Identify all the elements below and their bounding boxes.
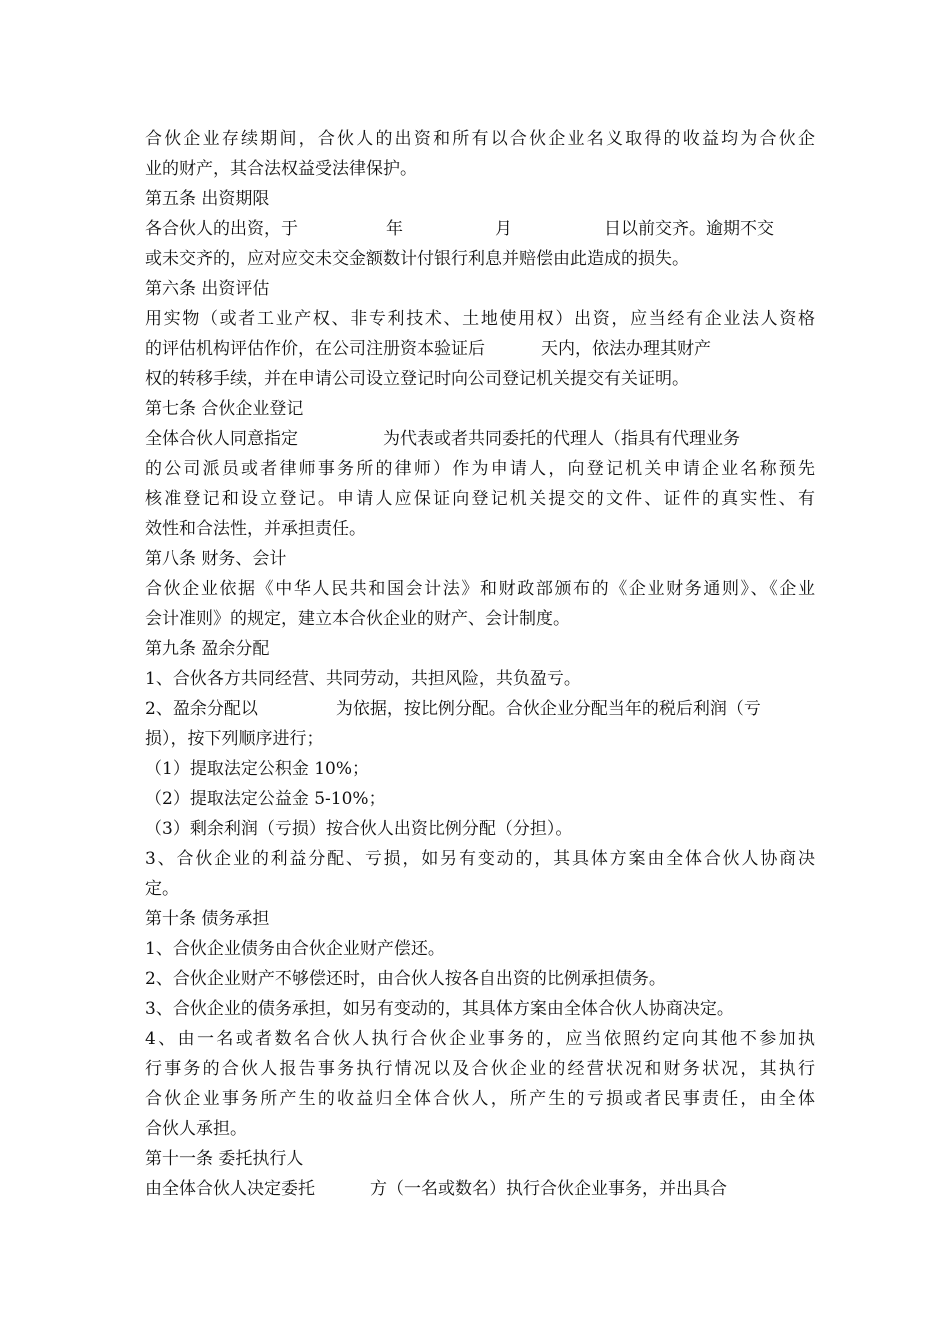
paragraph-line: 的公司派员或者律师事务所的律师）作为申请人，向登记机关申请企业名称预先 [145, 459, 815, 479]
paragraph-line: 会计准则》的规定，建立本合伙企业的财产、会计制度。 [145, 609, 570, 629]
text-segment: 的评估机构评估作价，在公司注册资本验证后 [145, 339, 485, 359]
text-segment: 月 [495, 219, 512, 239]
text-segment: 日以前交齐。逾期不交 [604, 219, 774, 239]
list-item: 1、合伙企业债务由合伙企业财产偿还。 [145, 939, 445, 959]
document-body [145, 124, 815, 1204]
paragraph-line: 用实物（或者工业产权、非专利技术、土地使用权）出资，应当经有企业法人资格 [145, 309, 815, 329]
list-item [145, 694, 815, 724]
paragraph-line [145, 1174, 815, 1204]
article-5-title: 第五条 出资期限 [145, 189, 270, 209]
paragraph-line: 合伙企业依据《中华人民共和国会计法》和财政部颁布的《企业财务通则》、《企业 [145, 579, 815, 599]
text-segment: 年 [386, 219, 403, 239]
list-item-continuation: 损），按下列顺序进行； [145, 729, 324, 749]
list-item: 1、合伙各方共同经营、共同劳动，共担风险，共负盈亏。 [145, 669, 581, 689]
paragraph-line: 权的转移手续，并在申请公司设立登记时向公司登记机关提交有关证明。 [145, 369, 689, 389]
list-item: 2、合伙企业财产不够偿还时，由合伙人按各自出资的比例承担债务。 [145, 969, 666, 989]
article-8-title: 第八条 财务、会计 [145, 549, 287, 569]
article-9-title: 第九条 盈余分配 [145, 639, 270, 659]
list-item-continuation: 定。 [145, 879, 179, 899]
list-item-continuation: 合伙人承担。 [145, 1119, 247, 1139]
list-item: 3、合伙企业的利益分配、亏损，如另有变动的，其具体方案由全体合伙人协商决 [145, 849, 815, 869]
text-segment: 全体合伙人同意指定 [145, 429, 298, 449]
paragraph-line [145, 214, 815, 244]
text-segment: 为代表或者共同委托的代理人（指具有代理业务 [383, 429, 740, 449]
paragraph-line: 合伙企业存续期间，合伙人的出资和所有以合伙企业名义取得的收益均为合伙企 [145, 129, 815, 149]
article-10-title: 第十条 债务承担 [145, 909, 270, 929]
text-segment: 天内，依法办理其财产 [541, 339, 711, 359]
text-segment: 由全体合伙人决定委托 [145, 1179, 315, 1199]
list-item: 3、合伙企业的债务承担，如另有变动的，其具体方案由全体合伙人协商决定。 [145, 999, 734, 1019]
sub-list-item: （2）提取法定公益金 5-10%； [145, 789, 386, 809]
sub-list-item: （3）剩余利润（亏损）按合伙人出资比例分配（分担）。 [145, 819, 573, 839]
text-segment: 为依据，按比例分配。合伙企业分配当年的税后利润（亏 [335, 699, 761, 719]
list-item: 4、由一名或者数名合伙人执行合伙企业事务的，应当依照约定向其他不参加执 [145, 1029, 815, 1049]
paragraph-line [145, 424, 815, 454]
text-segment: 方（一名或数名）执行合伙企业事务，并出具合 [370, 1179, 727, 1199]
list-item-continuation: 合伙企业事务所产生的收益归全体合伙人，所产生的亏损或者民事责任，由全体 [145, 1089, 815, 1109]
paragraph-line: 业的财产，其合法权益受法律保护。 [145, 159, 417, 179]
paragraph-line: 或未交齐的，应对应交未交金额数计付银行利息并赔偿由此造成的损失。 [145, 249, 689, 269]
paragraph-line: 核准登记和设立登记。申请人应保证向登记机关提交的文件、证件的真实性、有 [145, 489, 815, 509]
article-11-title: 第十一条 委托执行人 [145, 1149, 304, 1169]
sub-list-item: （1）提取法定公积金 10%； [145, 759, 370, 779]
paragraph-line: 效性和合法性，并承担责任。 [145, 519, 366, 539]
text-segment: 2、盈余分配以 [145, 699, 258, 719]
text-segment: 各合伙人的出资，于 [145, 219, 298, 239]
list-item-continuation: 行事务的合伙人报告事务执行情况以及合伙企业的经营状况和财务状况，其执行 [145, 1059, 815, 1079]
paragraph-line [145, 334, 815, 364]
article-6-title: 第六条 出资评估 [145, 279, 270, 299]
article-7-title: 第七条 合伙企业登记 [145, 399, 304, 419]
